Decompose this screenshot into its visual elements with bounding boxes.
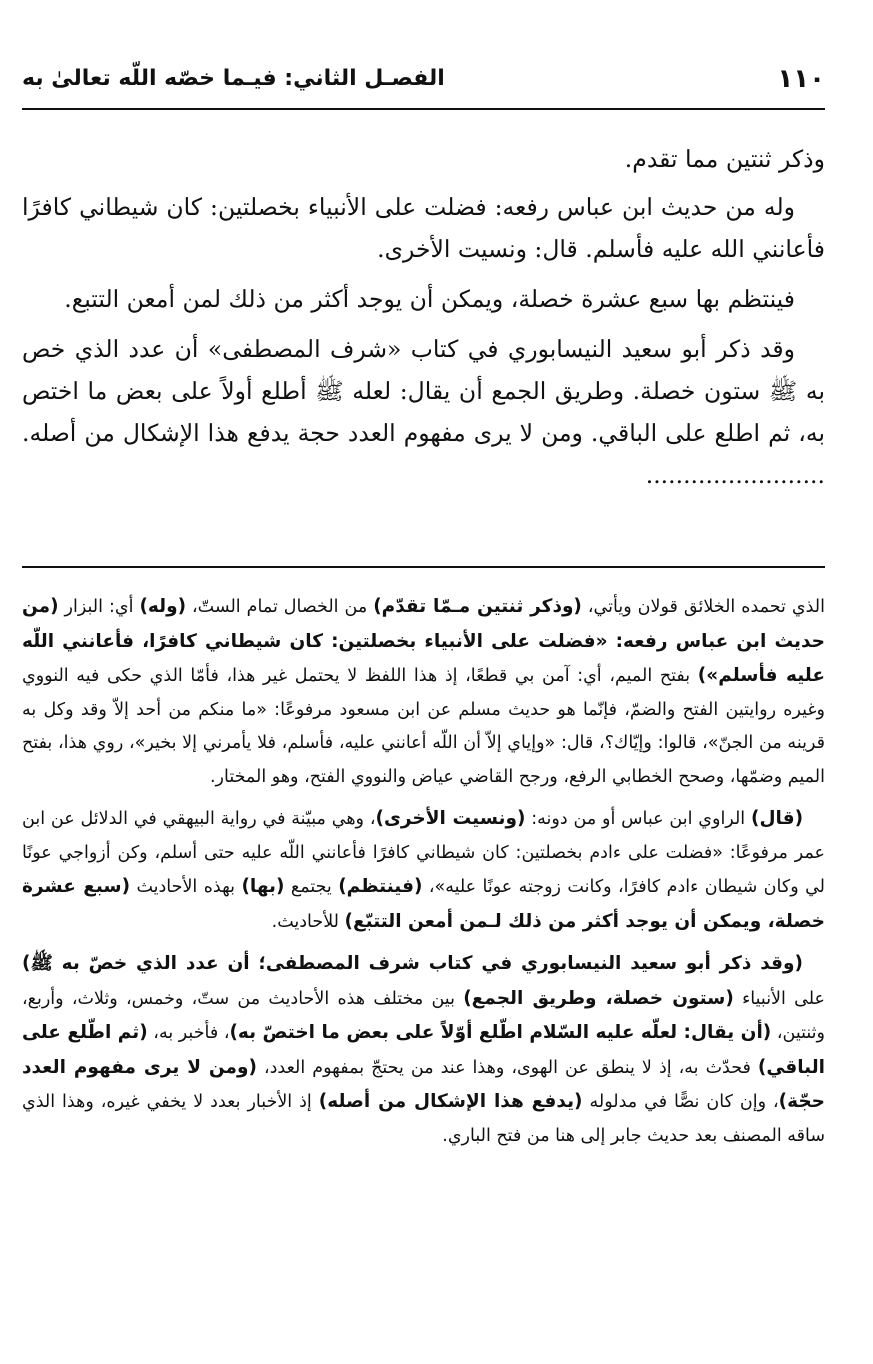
section-separator: [22, 566, 825, 568]
quoted-matn-segment: (أن يقال: لعلّه عليه السّلام اطّلع أوّلاً على بعض ما اختصّ به): [229, 1022, 772, 1043]
commentary-segment: بفتح الميم، أي: آمن بي قطعًا، إذ هذا اللفظ لا يحتمل غير هذا، فأمّا الذي حكى فيه النووي وغيره روايتين الفتح والضمّ، فإنّما هو حديث مسلم عن ابن مسعود مرفوعًا: «ما منكم من أحد إلاّ وقد وكل به قرينه من الجنّ»، قالوا: وإيّاك؟، قال: «وإياي إلاّ أن اللّه أعانني عليه، فأسلم، فلا يأمرني إلا بخير»، روي هذا، بفتح الميم وضمّها، وصحح الخطابي الرفع، ورجح القاضي عياض والنووي الفتح، وهو المختار.: [22, 666, 825, 787]
quoted-matn-segment: (بها): [241, 876, 285, 897]
commentary-segment: ، وإن كان نصًّا في مدلوله: [582, 1092, 779, 1112]
quoted-matn-segment: (وقد ذكر أبو سعيد النيسابوري في كتاب شرف المصطفى؛ أن عدد الذي خصّ به ﷺ): [22, 953, 803, 974]
commentary-segment: للأحاديث.: [271, 911, 345, 932]
dotted-leader: ........................: [645, 461, 825, 489]
main-paragraph-4-text: وقد ذكر أبو سعيد النيسابوري في كتاب «شرف المصطفى» أن عدد الذي خص به ﷺ ستون خصلة. وطريق الجمع أن يقال: لعله ﷺ أطلع أولاً على بعض ما اختص به، ثم اطلع على الباقي. ومن لا يرى مفهوم العدد حجة يدفع هذا الإشكال من أصله.: [22, 335, 825, 447]
commentary-segment: ، وهي مبيّنة في رواية البيهقي في الدلائل عن ابن عمر مرفوعًا: «فضلت على ءادم بخصلتين: كان شيطاني كافرًا فأعانني اللّه عليه حتى أسلم، وكن أزواجي عونًا لي وكان شيطان ءادم كافرًا، وكانت زوجته عونًا عليه»،: [22, 809, 825, 897]
commentary-segment: يجتمع: [284, 877, 339, 897]
commentary-segment: فحدّث به، إذ لا ينطق عن الهوى، وهذا عند من يحتجّ بمفهوم العدد،: [256, 1057, 758, 1078]
commentary-text: [22, 590, 825, 1161]
main-paragraph-4: [22, 328, 825, 496]
quoted-matn-segment: (ومن لا يرى مفهوم العدد حجّة): [22, 1056, 826, 1112]
commentary-paragraph-1: [22, 590, 825, 794]
quoted-matn-segment: (فينتظم): [338, 876, 423, 897]
page-header: [22, 58, 825, 106]
commentary-paragraph-2: [22, 802, 825, 939]
quoted-matn-segment: (ثم اطّلع على الباقي): [22, 1022, 825, 1078]
main-paragraph-2: وله من حديث ابن عباس رفعه: فضلت على الأنبياء بخصلتين: كان شيطاني كافرًا فأعانني الله عليه فأسلم. قال: ونسيت الأخرى.: [22, 193, 825, 263]
commentary-segment: بين مختلف هذه الأحاديث من ستّ، وخمس، وثلاث، وأربع، وثنتين،: [22, 988, 825, 1043]
commentary-paragraph-3: [22, 947, 825, 1153]
commentary-segment: إذ الأخبار بعدد لا يخفي غيره، وهذا الذي ساقه المصنف بعد حديث جابر إلى هنا من فتح الباري.: [22, 1092, 825, 1146]
commentary-segment: ، فأخبر به،: [147, 1023, 230, 1043]
quoted-matn-segment: (يدفع هذا الإشكال من أصله): [318, 1091, 583, 1112]
quoted-matn-segment: (سبع عشرة خصلة، ويمكن أن يوجد أكثر من ذلك لـمن أمعن التتبّع): [22, 876, 825, 932]
main-text: [22, 138, 825, 504]
commentary-segment: الراوي ابن عباس أو من دونه:: [525, 809, 751, 829]
commentary-segment: على الأنبياء: [733, 988, 825, 1009]
quoted-matn-segment: (وله): [139, 596, 187, 617]
commentary-segment: من الخصال تمام الستّ،: [186, 597, 374, 617]
main-paragraph-3: فينتظم بها سبع عشرة خصلة، ويمكن أن يوجد أكثر من ذلك لمن أمعن التتبع.: [64, 285, 795, 313]
commentary-segment: أي: البزار: [58, 597, 140, 617]
commentary-segment: بهذه الأحاديث: [130, 877, 242, 897]
running-title: الفصـل الثاني: فيـما خصّه اللّه تعالىٰ به: [22, 66, 445, 91]
quoted-matn-segment: (قال): [751, 808, 804, 829]
quoted-matn-segment: (ستون خصلة، وطريق الجمع): [463, 987, 734, 1009]
quoted-matn-segment: (وذكر ثنتين مـمّا تقدّم): [373, 596, 582, 617]
quoted-matn-segment: (من حديث ابن عباس رفعه: «فضلت على الأنبياء بخصلتين: كان شيطاني كافرًا، فأعانني اللّه عليه فأسلم»): [22, 596, 825, 686]
commentary-segment: الذي تحمده الخلائق قولان ويأتي،: [581, 597, 825, 617]
quoted-matn-segment: (ونسيت الأخرى): [375, 808, 526, 829]
header-rule: [22, 108, 825, 110]
page-number: ١١٠: [777, 64, 825, 94]
main-paragraph-1: وذكر ثنتين مما تقدم.: [624, 145, 825, 173]
